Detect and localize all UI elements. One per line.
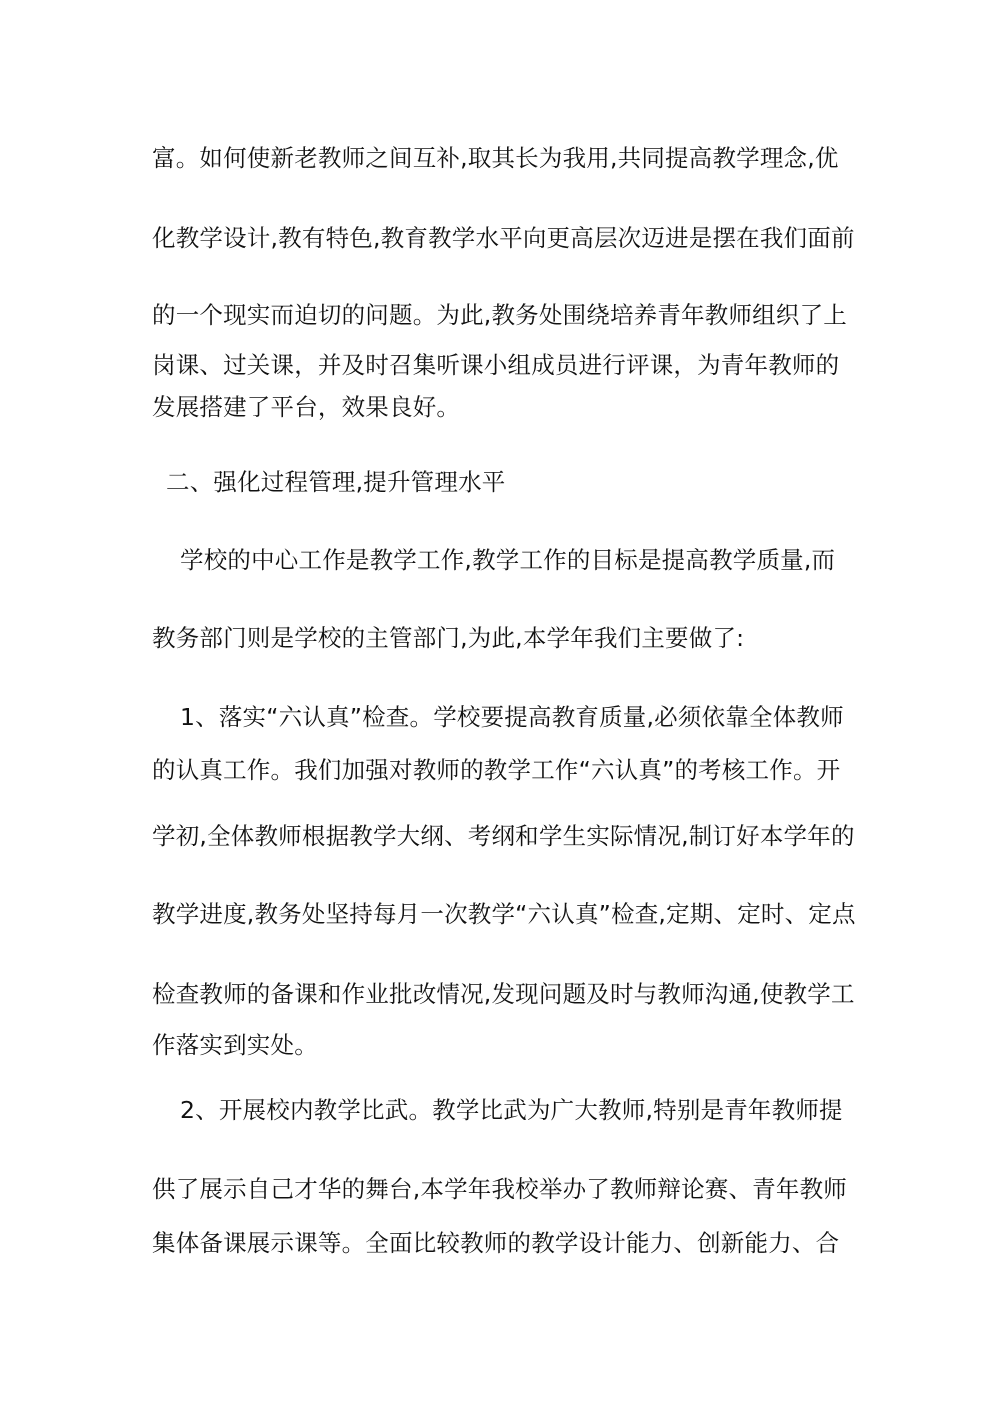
- paragraph-line: 2、开展校内教学比武。教学比武为广大教师,特别是青年教师提: [180, 1096, 843, 1124]
- paragraph-line: 的认真工作。我们加强对教师的教学工作“六认真”的考核工作。开: [152, 756, 841, 784]
- paragraph-line: 发展搭建了平台，效果良好。: [152, 393, 461, 421]
- paragraph-line: 的一个现实而迫切的问题。为此,教务处围绕培养青年教师组织了上: [152, 301, 847, 329]
- paragraph-line: 集体备课展示课等。全面比较教师的教学设计能力、创新能力、合: [152, 1229, 840, 1257]
- paragraph-line: 教务部门则是学校的主管部门,为此,本学年我们主要做了:: [152, 624, 745, 652]
- paragraph-line: 教学进度,教务处坚持每月一次教学“六认真”检查,定期、定时、定点: [152, 900, 856, 928]
- paragraph-line: 检查教师的备课和作业批改情况,发现问题及时与教师沟通,使教学工: [152, 980, 855, 1008]
- paragraph-line: 岗课、过关课，并及时召集听课小组成员进行评课，为青年教师的: [152, 351, 840, 379]
- paragraph-line: 学初,全体教师根据教学大纲、考纲和学生实际情况,制订好本学年的: [152, 822, 855, 850]
- paragraph-line: 化教学设计,教有特色,教育教学水平向更高层次迈进是摆在我们面前: [152, 224, 855, 252]
- paragraph-line: 1、落实“六认真”检查。学校要提高教育质量,必须依靠全体教师: [180, 703, 844, 731]
- paragraph-line: 富。如何使新老教师之间互补,取其长为我用,共同提高教学理念,优: [152, 144, 839, 172]
- paragraph-line: 供了展示自己才华的舞台,本学年我校举办了教师辩论赛、青年教师: [152, 1175, 847, 1203]
- paragraph-line: 学校的中心工作是教学工作,教学工作的目标是提高教学质量,而: [180, 546, 836, 574]
- section-heading: 二、强化过程管理,提升管理水平: [166, 468, 506, 496]
- paragraph-line: 作落实到实处。: [152, 1031, 318, 1059]
